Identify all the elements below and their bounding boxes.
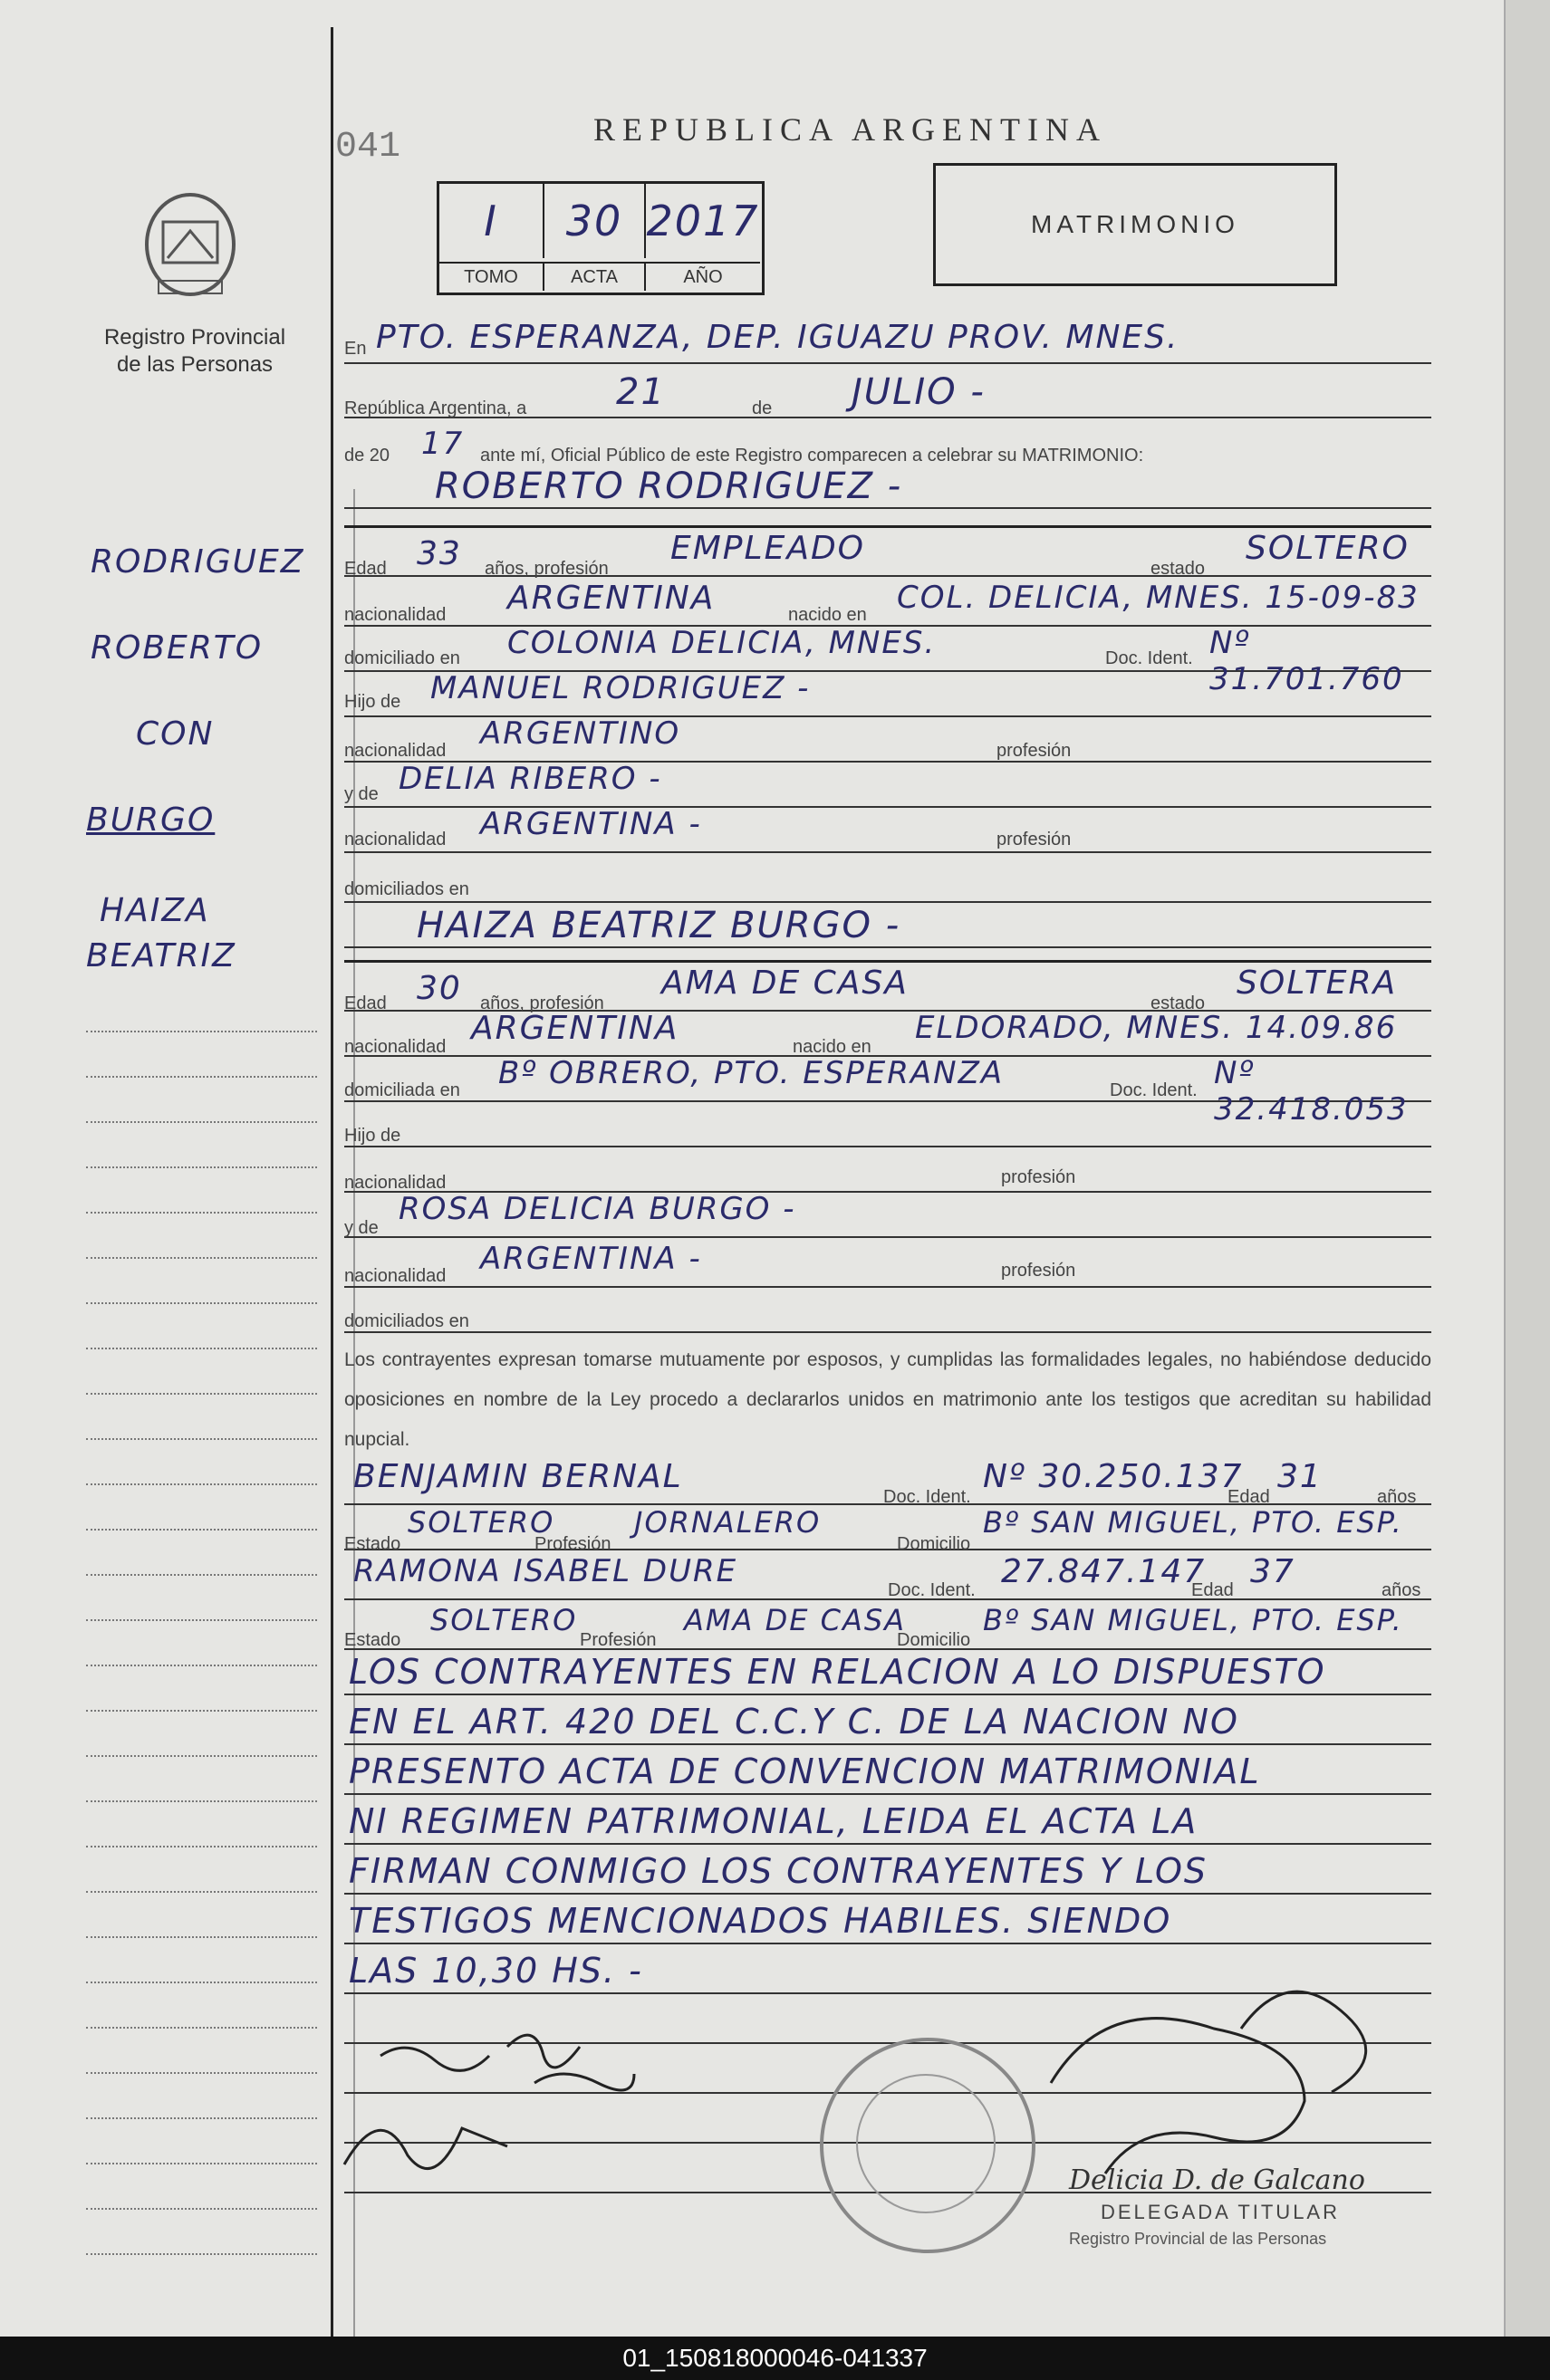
page-edge xyxy=(1504,0,1550,2337)
margin-name-6: BEATRIZ xyxy=(86,937,236,974)
c1-madre-nac-row xyxy=(344,806,1431,853)
anios-label: años xyxy=(1377,1487,1417,1507)
profesion-label: profesión xyxy=(996,741,1072,761)
officer-title: DELEGADA TITULAR xyxy=(1101,2201,1340,2223)
estado-label: estado xyxy=(1150,559,1206,579)
c1-name: ROBERTO RODRIGUEZ - xyxy=(435,465,903,507)
margin-name-5: HAIZA xyxy=(100,892,210,929)
c2-dom-row xyxy=(344,1055,1431,1128)
observation-text: FIRMAN CONMIGO LOS CONTRAYENTES Y LOS xyxy=(349,1851,1208,1891)
c2-nacionalidad: ARGENTINA xyxy=(471,1010,679,1047)
intro-month: JULIO - xyxy=(852,371,986,413)
c1-padre-row xyxy=(344,670,1431,717)
witness1-details-row xyxy=(344,1503,1431,1554)
c1-padre-nac-row xyxy=(344,715,1431,763)
witness1-name: BENJAMIN BERNAL xyxy=(353,1458,683,1495)
registry-name xyxy=(91,324,299,379)
c2-edad: 30 xyxy=(417,970,462,1007)
tipo-acta: MATRIMONIO xyxy=(933,163,1337,286)
c1-doc: Nº 31.701.760 xyxy=(1209,625,1404,697)
domicilio-label: Domicilio xyxy=(897,1630,971,1650)
observation-line xyxy=(344,1698,1431,1745)
c1-madre-row xyxy=(344,761,1431,808)
witness2-domicilio: Bº SAN MIGUEL, PTO. ESP. xyxy=(983,1603,1403,1637)
witness2-row xyxy=(344,1553,1431,1600)
handwritten-signatures xyxy=(326,2020,688,2201)
observation-line xyxy=(344,1648,1431,1695)
witness1-domicilio: Bº SAN MIGUEL, PTO. ESP. xyxy=(983,1505,1403,1540)
observation-text: LOS CONTRAYENTES EN RELACION A LO DISPUESTO xyxy=(349,1652,1326,1692)
witness1-estado: SOLTERO xyxy=(408,1505,555,1540)
observation-line xyxy=(344,1897,1431,1944)
nacionalidad-label: nacionalidad xyxy=(344,1037,447,1057)
anios-profesion-label: años, profesión xyxy=(480,993,604,1013)
nacionalidad-label: nacionalidad xyxy=(344,1266,447,1286)
anio-value: 2017 xyxy=(646,197,760,245)
intro-year-row xyxy=(344,426,1431,465)
c1-edad: 33 xyxy=(417,535,462,572)
margin-rule xyxy=(331,27,333,2337)
domiciliado-label: domiciliado en xyxy=(344,648,460,668)
estado-label: Estado xyxy=(344,1534,401,1554)
acta-label: ACTA xyxy=(544,262,646,291)
nacionalidad-label: nacionalidad xyxy=(344,605,447,625)
acta-box xyxy=(437,181,765,295)
c1-madre: DELIA RIBERO - xyxy=(399,761,662,797)
c1-nacionalidad: ARGENTINA xyxy=(507,580,716,617)
observation-line xyxy=(344,1798,1431,1845)
province-seal-icon xyxy=(140,190,240,308)
profesion-label: Profesión xyxy=(580,1630,657,1650)
c2-profesion: AMA DE CASA xyxy=(661,964,909,1002)
folio-number: 041 xyxy=(335,127,401,168)
margin-name-3: CON xyxy=(136,715,215,753)
tomo-value: I xyxy=(439,184,544,258)
c1-edad-row xyxy=(344,530,1431,577)
c1-padre: MANUEL RODRIGUEZ - xyxy=(430,670,811,706)
intro-date-row xyxy=(344,371,1431,418)
profesion-label: profesión xyxy=(1001,1261,1076,1281)
registry-line2: de las Personas xyxy=(116,352,274,377)
c2-madre-nacionalidad: ARGENTINA - xyxy=(480,1241,702,1277)
c2-estado: SOLTERA xyxy=(1237,964,1398,1002)
officer-signature xyxy=(1033,1974,1449,2192)
c2-domicilio-padres-row xyxy=(344,1286,1431,1333)
margin-name-4: BURGO xyxy=(86,801,216,839)
domiciliados-label: domiciliados en xyxy=(344,879,469,899)
witness2-edad: 37 xyxy=(1250,1553,1295,1590)
profesion-label: profesión xyxy=(996,830,1072,849)
officer-organization: Registro Provincial de las Personas xyxy=(1069,2230,1327,2248)
c1-nac-row xyxy=(344,580,1431,627)
witness2-doc: 27.847.147 xyxy=(1001,1553,1207,1590)
edad-label: Edad xyxy=(1191,1580,1234,1600)
scan-id-bar: 01_150818000046-041337 xyxy=(0,2337,1550,2380)
c1-nacido: COL. DELICIA, MNES. 15-09-83 xyxy=(897,580,1420,616)
intro-text: ante mí, Oficial Público de este Registro comparecen a celebrar su MATRIMONIO: xyxy=(480,446,1144,465)
witness1-doc: Nº 30.250.137 xyxy=(983,1458,1244,1495)
separator xyxy=(344,525,1431,528)
intro-day: 21 xyxy=(616,371,666,413)
witness2-estado: SOLTERO xyxy=(430,1603,578,1637)
acta-value: 30 xyxy=(544,184,646,258)
observation-text: PRESENTO ACTA DE CONVENCION MATRIMONIAL xyxy=(349,1751,1261,1791)
c2-edad-row xyxy=(344,964,1431,1012)
country-header: REPUBLICA ARGENTINA xyxy=(593,111,1108,148)
declaration-paragraph: Los contrayentes expresan tomarse mutuamente por esposos, y cumplidas las formalidades legales, no habiéndose deducido oposiciones en nombre de la Ley procedo a declararlos unidos en matrimonio ante los testigos que acreditan su habilidad nupcial. xyxy=(344,1349,1431,1450)
doc-label: Doc. Ident. xyxy=(1105,648,1193,668)
observation-text: EN EL ART. 420 DEL C.C.Y C. DE LA NACION NO xyxy=(349,1702,1239,1742)
c2-doc: Nº 32.418.053 xyxy=(1214,1055,1409,1128)
witness2-name: RAMONA ISABEL DURE xyxy=(353,1553,738,1589)
c1-domiciliado: COLONIA DELICIA, MNES. xyxy=(507,625,937,661)
domiciliada-label: domiciliada en xyxy=(344,1080,460,1100)
domicilio-label: Domicilio xyxy=(897,1534,971,1554)
margin-ruled-lines xyxy=(86,987,317,2255)
c1-name-row xyxy=(344,462,1431,509)
republica-label: República Argentina, a xyxy=(344,398,527,418)
witness1-row xyxy=(344,1458,1431,1505)
edad-label: Edad xyxy=(1227,1487,1270,1507)
c2-padre-row xyxy=(344,1100,1431,1147)
de-label: de xyxy=(752,398,773,418)
anio-label: AÑO xyxy=(646,262,760,291)
c2-domiciliado: Bº OBRERO, PTO. ESPERANZA xyxy=(498,1055,1005,1091)
margin-name-2: ROBERTO xyxy=(91,629,264,667)
edad-label: Edad xyxy=(344,993,387,1013)
profesion-label: Profesión xyxy=(534,1534,611,1554)
observation-line xyxy=(344,1748,1431,1795)
witness2-details-row xyxy=(344,1603,1431,1650)
c2-madre-nac-row xyxy=(344,1241,1431,1288)
edad-label: Edad xyxy=(344,559,387,579)
officer-name: Delicia D. de Galcano xyxy=(1069,2164,1365,2196)
observation-text: NI REGIMEN PATRIMONIAL, LEIDA EL ACTA LA xyxy=(349,1801,1199,1841)
nacionalidad-label: nacionalidad xyxy=(344,1173,447,1193)
c1-estado: SOLTERO xyxy=(1246,530,1410,567)
observation-text: TESTIGOS MENCIONADOS HABILES. SIENDO xyxy=(349,1901,1172,1941)
de20-label: de 20 xyxy=(344,446,390,465)
hijo-label: Hijo de xyxy=(344,1126,401,1146)
c1-madre-nacionalidad: ARGENTINA - xyxy=(480,806,702,842)
intro-year: 17 xyxy=(421,426,465,462)
c1-profesion: EMPLEADO xyxy=(670,530,866,567)
witness1-edad: 31 xyxy=(1277,1458,1323,1495)
c2-name: HAIZA BEATRIZ BURGO - xyxy=(417,905,901,946)
c1-padre-nacionalidad: ARGENTINO xyxy=(480,715,681,752)
c2-nac-row xyxy=(344,1010,1431,1057)
estado-label: Estado xyxy=(344,1630,401,1650)
registry-line1: Registro Provincial xyxy=(103,325,286,350)
anios-profesion-label: años, profesión xyxy=(485,559,609,579)
intro-place: PTO. ESPERANZA, DEP. IGUAZU PROV. MNES. xyxy=(376,319,1179,356)
en-label: En xyxy=(344,339,367,359)
c2-madre: ROSA DELICIA BURGO - xyxy=(399,1191,796,1227)
witness1-profesion: JORNALERO xyxy=(634,1505,822,1540)
c2-padre-nac-row xyxy=(344,1146,1431,1193)
c2-madre-row xyxy=(344,1191,1431,1238)
margin-name-1: RODRIGUEZ xyxy=(91,543,305,581)
observation-line xyxy=(344,1847,1431,1895)
nacionalidad-label: nacionalidad xyxy=(344,830,447,849)
c1-domicilio-padres-row xyxy=(344,856,1431,903)
anios-label: años xyxy=(1382,1580,1421,1600)
doc-label: Doc. Ident. xyxy=(883,1487,971,1507)
nacionalidad-label: nacionalidad xyxy=(344,741,447,761)
witness2-profesion: AMA DE CASA xyxy=(684,1603,907,1637)
nacido-label: nacido en xyxy=(788,605,867,625)
profesion-label: profesión xyxy=(1001,1167,1076,1187)
c2-name-row xyxy=(344,901,1431,948)
doc-label: Doc. Ident. xyxy=(1110,1080,1198,1100)
domiciliados-label: domiciliados en xyxy=(344,1311,469,1331)
estado-label: estado xyxy=(1150,993,1206,1013)
doc-label: Doc. Ident. xyxy=(888,1580,976,1600)
nacido-label: nacido en xyxy=(793,1037,871,1057)
intro-place-row xyxy=(344,317,1431,364)
yde-label: y de xyxy=(344,1218,379,1238)
yde-label: y de xyxy=(344,784,379,804)
c2-nacido: ELDORADO, MNES. 14.09.86 xyxy=(915,1010,1398,1046)
observation-text: LAS 10,30 HS. - xyxy=(349,1951,643,1991)
official-stamp-inner xyxy=(856,2074,996,2213)
tomo-label: TOMO xyxy=(439,262,544,291)
hijo-label: Hijo de xyxy=(344,692,401,712)
separator xyxy=(344,960,1431,963)
